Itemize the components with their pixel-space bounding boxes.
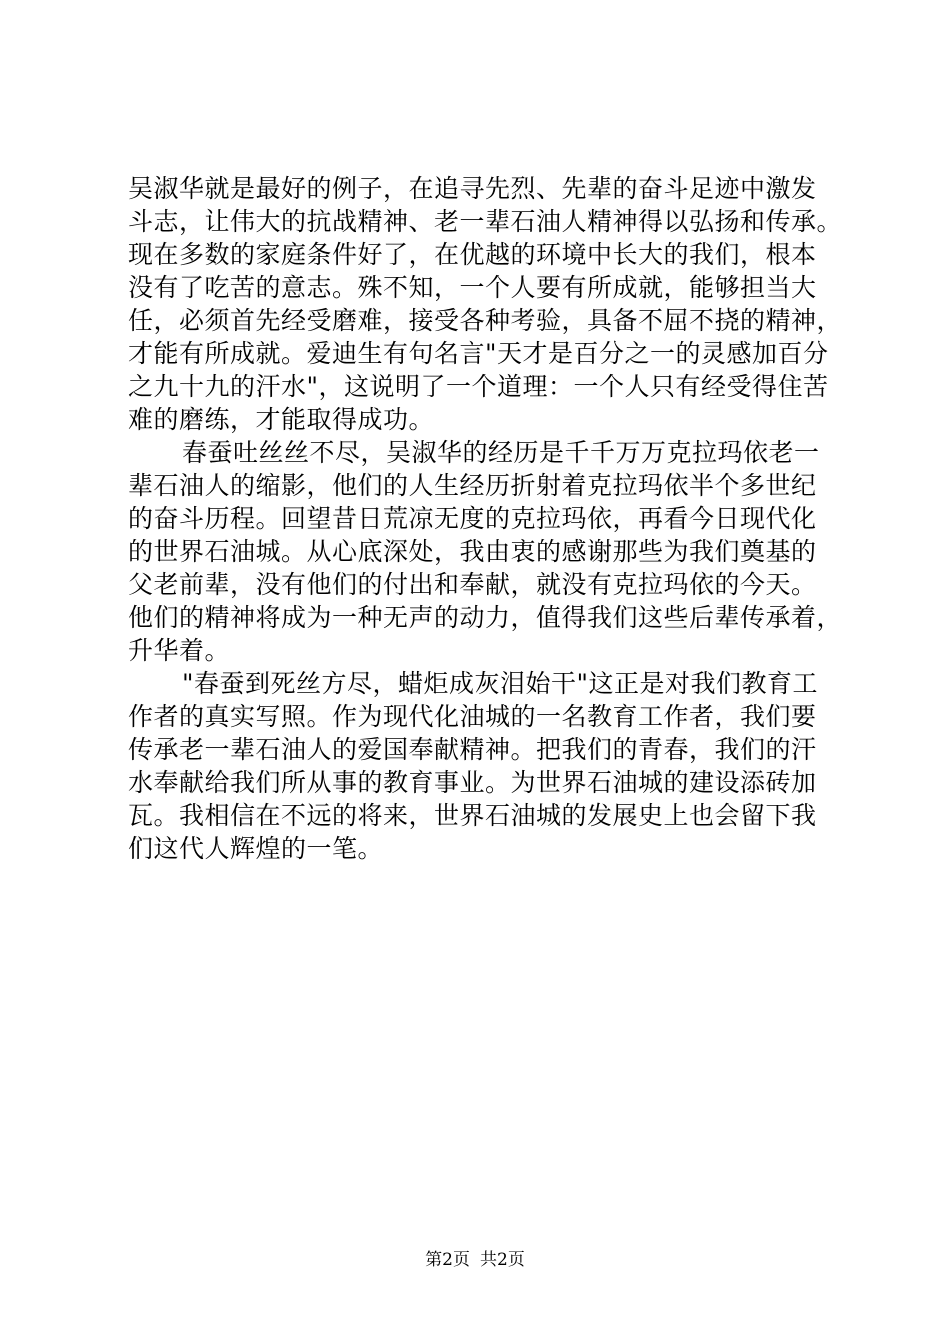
text-line: 升华着。 — [128, 636, 231, 665]
text-line: 春蚕吐丝丝不尽，吴淑华的经历是千千万万克拉玛依老一 — [182, 438, 820, 467]
text-line: 斗志，让伟大的抗战精神、老一辈石油人精神得以弘扬和传承。 — [128, 207, 843, 236]
text-line: 的世界石油城。从心底深处，我由衷的感谢那些为我们奠基的 — [128, 537, 817, 566]
text-line: 没有了吃苦的意志。殊不知，一个人要有所成就，能够担当大 — [128, 273, 817, 302]
text-line: 瓦。我相信在不远的将来，世界石油城的发展史上也会留下我 — [128, 801, 817, 830]
text-line: 吴淑华就是最好的例子，在追寻先烈、先辈的奋斗足迹中激发 — [128, 174, 817, 203]
text-line: 他们的精神将成为一种无声的动力，值得我们这些后辈传承着， — [128, 603, 843, 632]
body-text — [128, 172, 843, 865]
text-line: "春蚕到死丝方尽，蜡炬成灰泪始干"这正是对我们教育工 — [182, 669, 819, 698]
text-line: 作者的真实写照。作为现代化油城的一名教育工作者，我们要 — [128, 702, 817, 731]
text-line: 之九十九的汗水"，这说明了一个道理：一个人只有经受得住苦 — [128, 372, 829, 401]
page-number: 第2页 — [425, 1250, 470, 1270]
text-line: 们这代人辉煌的一笔。 — [128, 834, 384, 863]
page-footer — [0, 1245, 950, 1270]
text-line: 水奉献给我们所从事的教育事业。为世界石油城的建设添砖加 — [128, 768, 817, 797]
text-line: 现在多数的家庭条件好了，在优越的环境中长大的我们，根本 — [128, 240, 817, 269]
page-total: 共2页 — [480, 1250, 525, 1270]
text-line: 才能有所成就。爱迪生有句名言"天才是百分之一的灵感加百分 — [128, 339, 829, 368]
text-line: 难的磨练，才能取得成功。 — [128, 405, 435, 434]
text-line: 的奋斗历程。回望昔日荒凉无度的克拉玛依，再看今日现代化 — [128, 504, 817, 533]
text-line: 辈石油人的缩影，他们的人生经历折射着克拉玛依半个多世纪 — [128, 471, 817, 500]
text-line: 父老前辈，没有他们的付出和奉献，就没有克拉玛依的今天。 — [128, 570, 817, 599]
text-line: 传承老一辈石油人的爱国奉献精神。把我们的青春，我们的汗 — [128, 735, 817, 764]
text-line: 任，必须首先经受磨难，接受各种考验，具备不屈不挠的精神， — [128, 306, 843, 335]
